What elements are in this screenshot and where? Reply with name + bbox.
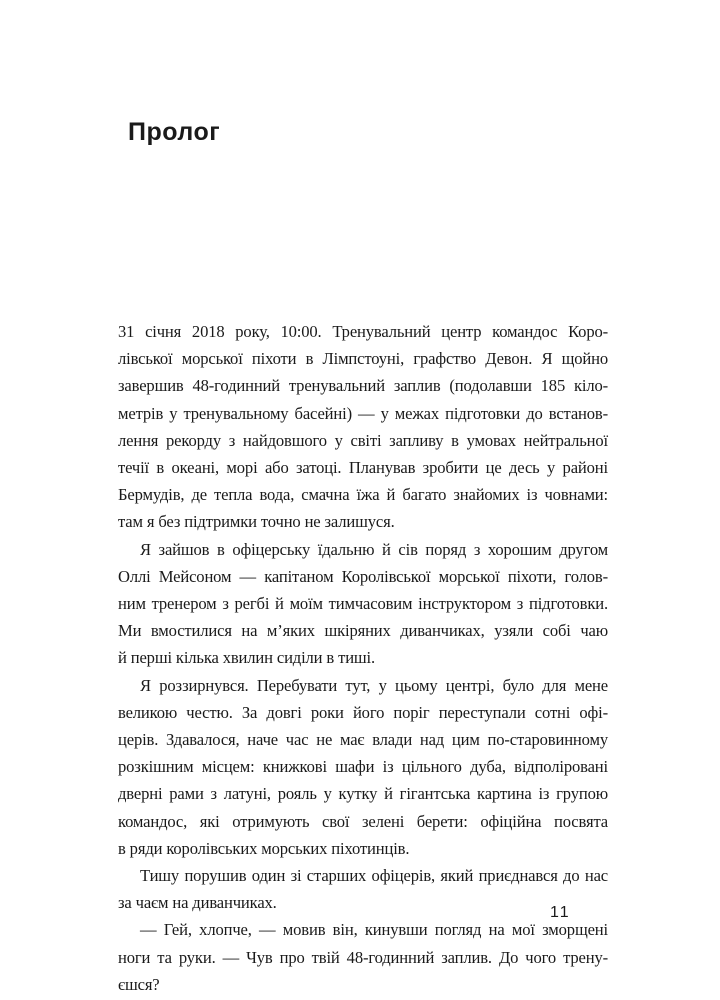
paragraph (118, 318, 608, 536)
text-line: лення рекорду з найдовшого у світі запливу в умовах нейтральної (118, 430, 608, 450)
text-line: в ряди королівських морських піхотинців. (118, 838, 410, 858)
text-line: 31 січня 2018 року, 10:00. Тренувальний центр командос Коро- (118, 322, 608, 341)
body-text (118, 318, 608, 998)
paragraph (118, 672, 608, 862)
text-line: — Гей, хлопче, — мовив він, кинувши погляд на мої зморщені (140, 920, 608, 940)
text-line: великою честю. За довгі роки його поріг переступали сотні офі- (118, 702, 608, 722)
text-line: Я зайшов в офіцерську їдальню й сів поряд з хорошим другом (140, 539, 608, 559)
text-line: розкішним місцем: книжкові шафи із цільного дуба, відполіровані (118, 757, 608, 777)
text-line: Ми вмостилися на м’яких шкіряних диванчиках, узяли собі чаю (118, 621, 608, 641)
paragraph (118, 536, 608, 672)
page-number: 11 (550, 904, 571, 921)
paragraph (118, 916, 608, 998)
text-line: лівської морської піхоти в Лімпстоуні, графство Девон. Я щойно (118, 349, 608, 369)
chapter-title: Пролог (128, 118, 221, 146)
text-line: ним тренером з регбі й моїм тимчасовим інструктором з підготовки. (118, 594, 608, 614)
text-line: церів. Здавалося, наче час не має влади над цим по-старовинному (118, 730, 608, 750)
text-line: за чаєм на диванчиках. (118, 893, 277, 913)
text-line: командос, які отримують свої зелені берети: офіційна посвята (118, 811, 608, 831)
text-line: метрів у тренувальному басейні) — у межах підготовки до встанов- (118, 403, 608, 423)
text-line: Оллі Мейсоном — капітаном Королівської морської піхоти, голов- (118, 566, 608, 586)
text-line: завершив 48-годинний тренувальний заплив (подолавши 185 кіло- (118, 376, 608, 396)
text-line: Я роззирнувся. Перебувати тут, у цьому центрі, було для мене (140, 675, 608, 695)
text-line: течії в океані, морі або затоці. Планував зробити це десь у районі (118, 458, 608, 478)
text-line: Тишу порушив один зі старших офіцерів, який приєднався до нас (140, 866, 608, 886)
text-line: там я без підтримки точно не залишуся. (118, 512, 395, 532)
text-line: єшся? (118, 974, 160, 994)
text-line: й перші кілька хвилин сиділи в тиші. (118, 648, 376, 668)
text-line: дверні рами з латуні, рояль у кутку й гігантська картина із групою (118, 784, 608, 804)
text-line: Бермудів, де тепла вода, смачна їжа й багато знайомих із човнами: (118, 485, 608, 505)
text-line: ноги та руки. — Чув про твій 48-годинний заплив. До чого трену- (118, 947, 608, 967)
paragraph (118, 862, 608, 916)
